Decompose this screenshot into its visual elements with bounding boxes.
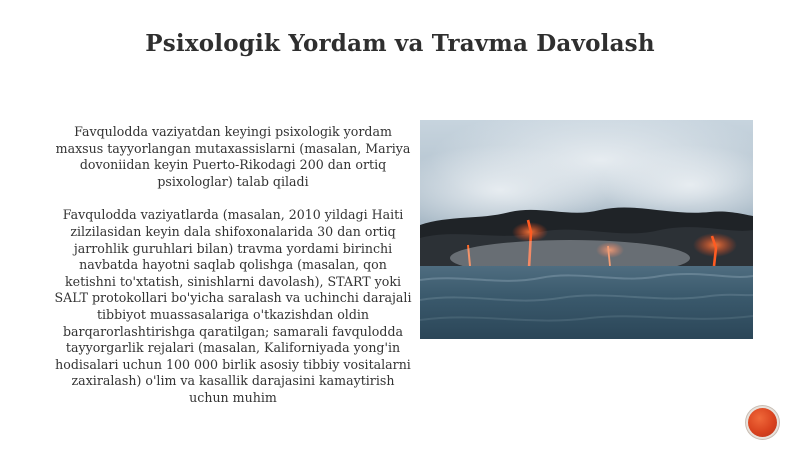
paragraph-psychological-help: Favqulodda vaziyatdan keyingi psixologik yordam maxsus tayyorlangan mutaxassislarni (masalan, Mariya dovoniidan keyin Puerto-Rikodagi 200 dan ortiq psixologlar) talab qiladi — [55, 124, 411, 189]
paragraph-trauma-care: Favqulodda vaziyatlarda (masalan, 2010 yildagi Haiti zilzilasidan keyin dala shifoxonalarida 30 dan ortiq jarrohlik guruhlari bilan) travma yordami birinchi navbatda hayotni saqlab qolishga (masalan, qon ketishni to'xtatish, sinishlarni davolash), START yoki SALT protokollari bo'yicha saralash va uchinchi darajali tibbiyot muassasalariga o'tkazishdan oldin barqarorlashtirishga qaratilgan; samarali favqulodda tayyorgarlik rejalari (masalan, Kaliforniyada yong'in hodisalari uchun 100 000 birlik asosiy tibbiy vositalarni zaxiralash) o'lim va kasallik darajasini kamaytirish uchun muhim — [54, 207, 412, 405]
next-slide-button[interactable] — [748, 408, 777, 437]
slide-title: Psixologik Yordam va Travma Davolash — [145, 30, 655, 57]
lava-ocean-photo — [420, 120, 753, 339]
slide-body-text — [54, 124, 412, 407]
